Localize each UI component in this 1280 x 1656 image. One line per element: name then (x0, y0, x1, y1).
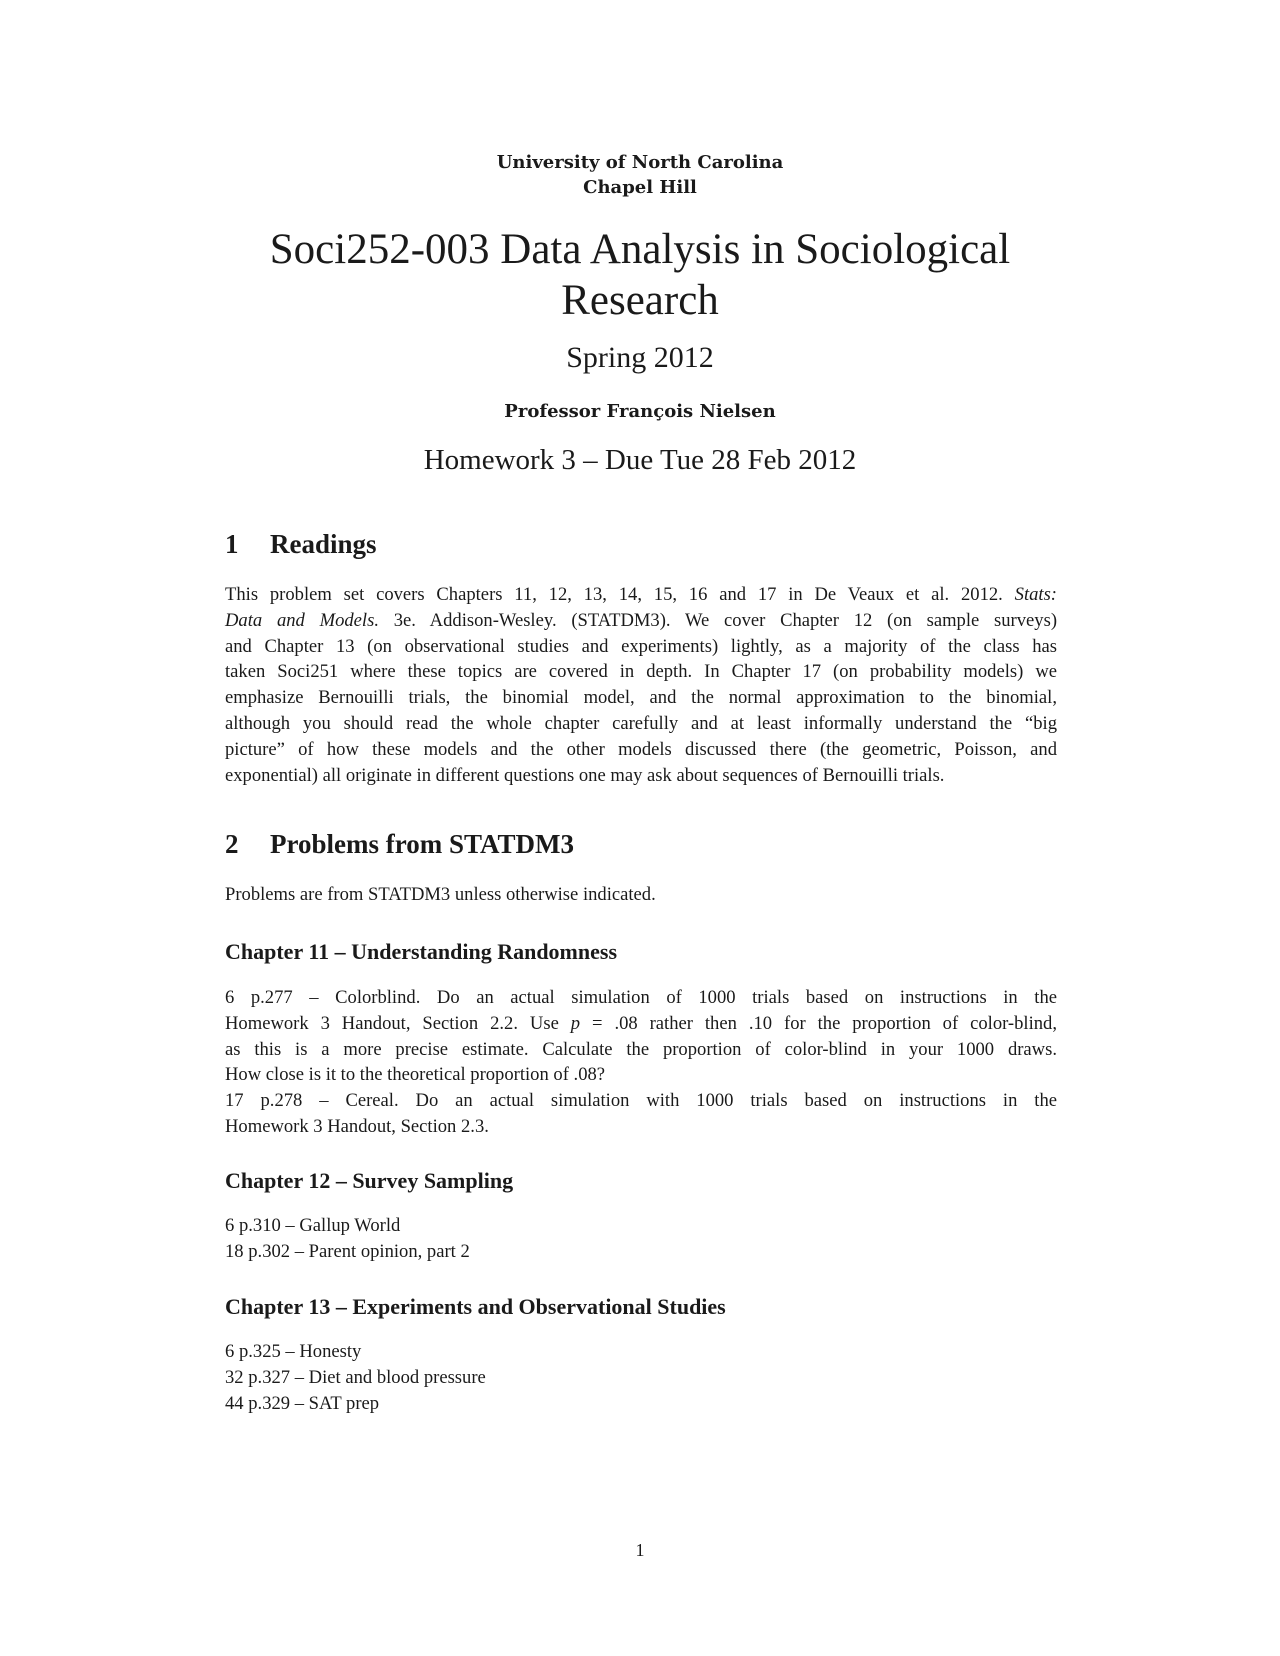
section-number: 1 (225, 529, 239, 559)
course-title-line2: Research (561, 277, 719, 324)
list-item: 18 p.302 – Parent opinion, part 2 (225, 1240, 470, 1262)
paragraph-line: Homework 3 Handout, Section 2.3. (225, 1115, 489, 1137)
paragraph-line: as this is a more precise estimate. Calculate the proportion of color-blind in your 1000 draws. (225, 1038, 1057, 1060)
list-item: 44 p.329 – SAT prep (225, 1392, 380, 1414)
paragraph-line: Homework 3 Handout, Section 2.2. Use p = .08 rather then .10 for the proportion of color-blind, (225, 1012, 1057, 1034)
page-number: 1 (635, 1540, 645, 1560)
term: Spring 2012 (566, 341, 714, 374)
professor: Professor François Nielsen (504, 401, 776, 422)
chapter-13-heading: Chapter 13 – Experiments and Observational Studies (225, 1294, 726, 1319)
chapter-13-problems (225, 1339, 1057, 1416)
paragraph-line: How close is it to the theoretical proportion of .08? (225, 1064, 606, 1086)
campus-name: Chapel Hill (583, 177, 697, 198)
homework-title: Homework 3 – Due Tue 28 Feb 2012 (423, 444, 857, 476)
paragraph-line: This problem set covers Chapters 11, 12, 13, 14, 15, 16 and 17 in De Veaux et al. 2012. Stats: (225, 584, 1057, 605)
problems-intro (225, 882, 1057, 908)
chapter-12-heading: Chapter 12 – Survey Sampling (225, 1168, 514, 1193)
chapter-11-heading: Chapter 11 – Understanding Randomness (225, 939, 618, 964)
paragraph-line: 6 p.277 – Colorblind. Do an actual simulation of 1000 trials based on instructions in the (225, 987, 1057, 1008)
readings-paragraph (225, 582, 1057, 788)
university-header (0, 150, 1280, 200)
course-title-line1: Soci252-003 Data Analysis in Sociological (269, 226, 1011, 273)
paragraph-line: picture” of how these models and the other models discussed there (the geometric, Poisson, and (225, 738, 1057, 760)
paragraph-line: emphasize Bernouilli trials, the binomial model, and the normal approximation to the binomial, (225, 687, 1057, 709)
university-name: University of North Carolina (496, 152, 784, 173)
chapter-12-problems (225, 1213, 1057, 1265)
paragraph-line: although you should read the whole chapter carefully and at least informally understand the “big (225, 712, 1057, 734)
section-heading-problems (225, 827, 574, 861)
course-title (200, 224, 1080, 326)
section-heading-readings (225, 527, 377, 561)
list-item: 6 p.310 – Gallup World (225, 1215, 401, 1236)
chapter-11-problems (225, 985, 1057, 1140)
section-number: 2 (225, 829, 239, 859)
paragraph-line: and Chapter 13 (on observational studies and experiments) lightly, as a majority of the class has (225, 635, 1057, 657)
section-title: Problems from STATDM3 (270, 829, 574, 859)
paragraph-line: 17 p.278 – Cereal. Do an actual simulation with 1000 trials based on instructions in the (225, 1090, 1057, 1112)
paragraph-line: taken Soci251 where these topics are covered in depth. In Chapter 17 (on probability models) we (225, 661, 1057, 683)
list-item: 6 p.325 – Honesty (225, 1341, 362, 1362)
intro-text: Problems are from STATDM3 unless otherwise indicated. (225, 884, 656, 905)
list-item: 32 p.327 – Diet and blood pressure (225, 1366, 486, 1388)
paragraph-line: exponential) all originate in different questions one may ask about sequences of Bernouilli trials. (225, 764, 945, 786)
section-title: Readings (270, 529, 377, 559)
paragraph-line: Data and Models. 3e. Addison-Wesley. (STATDM3). We cover Chapter 12 (on sample surveys) (225, 609, 1058, 631)
